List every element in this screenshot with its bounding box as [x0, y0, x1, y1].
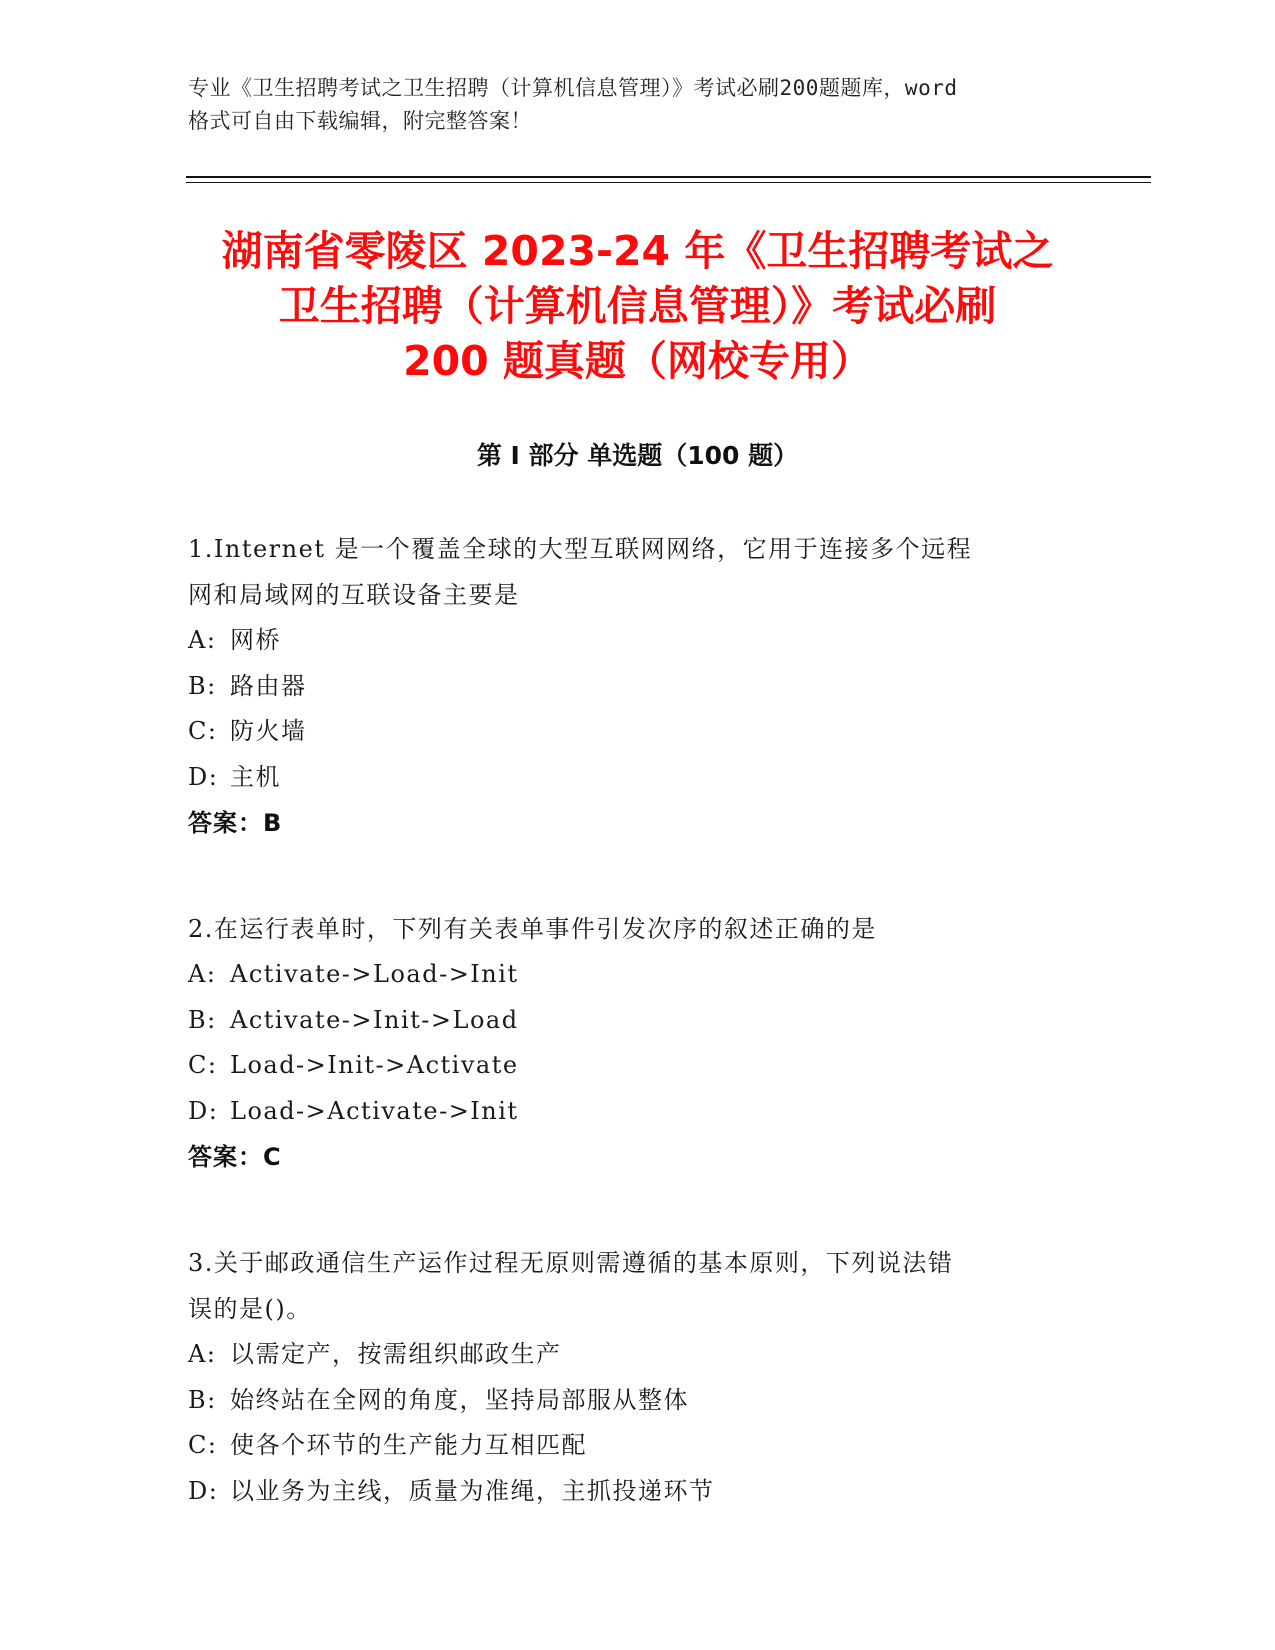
question-stem — [188, 906, 1068, 952]
section-heading: 第 I 部分 单选题（100 题） — [476, 441, 799, 470]
intro-line-1: 专业《卫生招聘考试之卫生招聘（计算机信息管理）》考试必刷200题题库，word — [188, 76, 958, 100]
header-rule-thin — [186, 182, 1151, 183]
option-a: A: 网桥 — [188, 626, 281, 654]
option-d: D: Load->Activate->Init — [188, 1096, 519, 1125]
intro-text — [188, 72, 1108, 138]
title-line-1: 湖南省零陵区 2023-24 年《卫生招聘考试之 — [221, 227, 1054, 275]
question-list — [188, 526, 1068, 1514]
option-c: C: Load->Init->Activate — [188, 1051, 519, 1079]
intro-line-2: 格式可自由下载编辑，附完整答案！ — [188, 109, 532, 133]
option-b: B: Activate->Init->Load — [188, 1005, 519, 1034]
question-stem — [188, 526, 1068, 618]
question-stem-line: 1.Internet 是一个覆盖全球的大型互联网网络，它用于连接多个远程 — [188, 535, 973, 563]
option-b: B: 路由器 — [188, 671, 307, 700]
answer-line: 答案：C — [188, 1143, 282, 1171]
answer-line: 答案：B — [188, 809, 283, 837]
option-d: D: 主机 — [188, 762, 281, 791]
question-stem-line: 网和局域网的互联设备主要是 — [188, 581, 520, 609]
question-stem — [188, 1240, 1068, 1332]
title-line-2: 卫生招聘（计算机信息管理）》考试必刷 — [278, 282, 997, 330]
option-c: C: 使各个环节的生产能力互相匹配 — [188, 1431, 587, 1459]
document-title — [170, 224, 1105, 389]
question-3 — [188, 1240, 1068, 1514]
question-2 — [188, 906, 1068, 1180]
option-c: C: 防火墙 — [188, 717, 307, 745]
question-stem-line: 3.关于邮政通信生产运作过程无原则需遵循的基本原则，下列说法错 — [188, 1249, 954, 1277]
option-a: A: 以需定产，按需组织邮政生产 — [188, 1340, 562, 1368]
title-line-3: 200 题真题（网校专用） — [403, 337, 872, 385]
option-a: A: Activate->Load->Init — [188, 960, 519, 988]
question-stem-line: 2.在运行表单时，下列有关表单事件引发次序的叙述正确的是 — [188, 915, 877, 943]
option-d: D: 以业务为主线，质量为准绳，主抓投递环节 — [188, 1476, 715, 1505]
header-rule-thick — [186, 176, 1151, 178]
question-stem-line: 误的是()。 — [188, 1295, 312, 1323]
option-b: B: 始终站在全网的角度，坚持局部服从整体 — [188, 1385, 689, 1414]
question-1 — [188, 526, 1068, 846]
